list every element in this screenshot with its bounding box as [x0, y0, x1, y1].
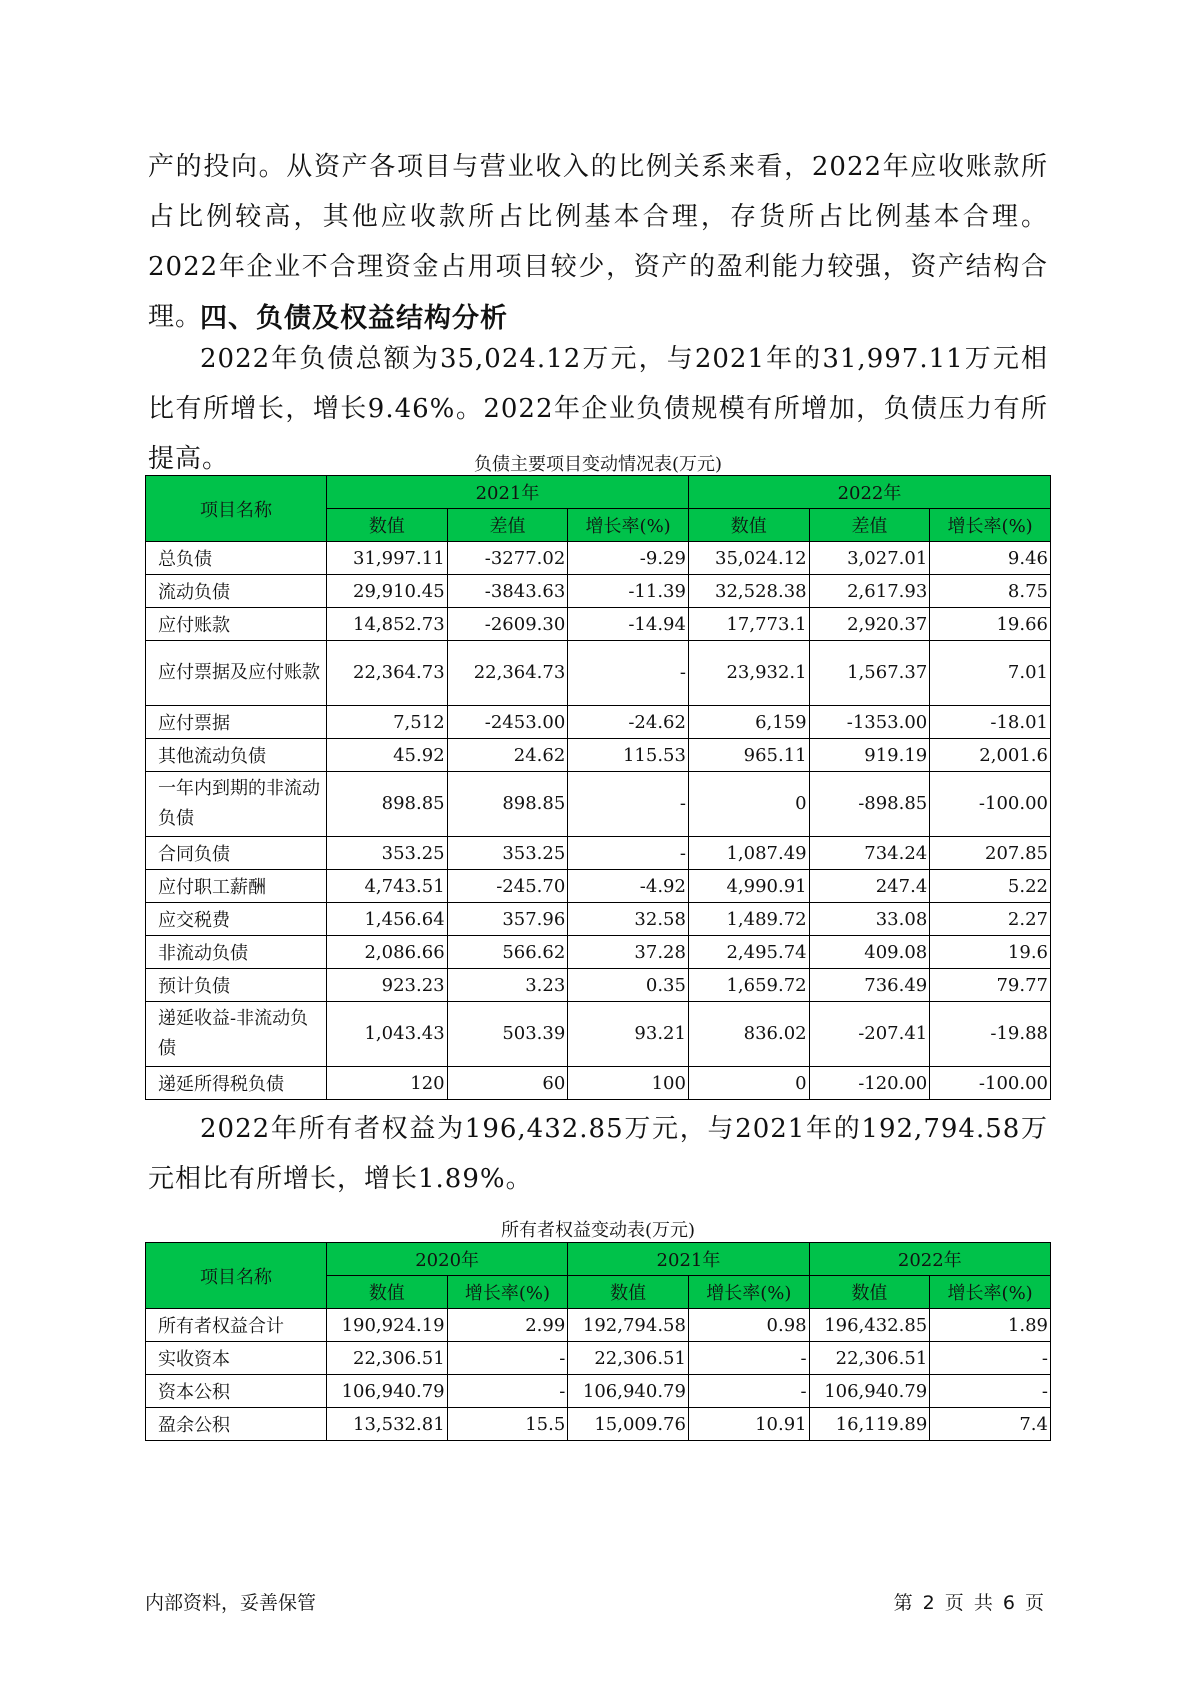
header-year-2022: 2022年	[688, 476, 1050, 509]
table-cell: 79.77	[930, 969, 1051, 1002]
table-cell: 106,940.79	[568, 1375, 689, 1408]
subheader: 数值	[568, 1276, 689, 1309]
row-label: 应付职工薪酬	[146, 870, 327, 903]
table-row	[146, 608, 1051, 641]
table-row	[146, 1002, 1051, 1067]
table-cell: 115.53	[568, 739, 689, 772]
row-label: 一年内到期的非流动负债	[146, 772, 327, 837]
table-cell: 24.62	[447, 739, 568, 772]
table-cell: 4,743.51	[326, 870, 447, 903]
table-cell: 409.08	[809, 936, 930, 969]
subheader: 增长率(%)	[568, 509, 689, 542]
header-item-name: 项目名称	[146, 1243, 327, 1309]
table-cell: -	[930, 1375, 1051, 1408]
table-cell: 7.4	[930, 1408, 1051, 1441]
header-year-2020: 2020年	[326, 1243, 567, 1276]
table-cell: -1353.00	[809, 706, 930, 739]
table-row	[146, 1309, 1051, 1342]
footer-page-number: 第 2 页 共 6 页	[893, 1592, 1046, 1614]
subheader: 数值	[326, 509, 447, 542]
table-cell: -3277.02	[447, 542, 568, 575]
table-cell: -2609.30	[447, 608, 568, 641]
table-cell: -	[568, 641, 689, 706]
table-cell: -	[688, 1342, 809, 1375]
table-cell: 33.08	[809, 903, 930, 936]
row-label: 资本公积	[146, 1375, 327, 1408]
table-cell: 106,940.79	[809, 1375, 930, 1408]
table-cell: 32,528.38	[688, 575, 809, 608]
paragraph-liability-summary: 2022年负债总额为35,024.12万元，与2021年的31,997.11万元相比有所增长，增长9.46%。2022年企业负债规模有所增加，负债压力有所提高。	[148, 344, 1048, 474]
subheader: 差值	[447, 509, 568, 542]
table-cell: 13,532.81	[326, 1408, 447, 1441]
table-cell: 7,512	[326, 706, 447, 739]
table-cell: 1,043.43	[326, 1002, 447, 1067]
row-label: 实收资本	[146, 1342, 327, 1375]
table-cell: -3843.63	[447, 575, 568, 608]
subheader: 增长率(%)	[930, 509, 1051, 542]
table-cell: 2.99	[447, 1309, 568, 1342]
table-cell: -	[688, 1375, 809, 1408]
table-cell: 357.96	[447, 903, 568, 936]
table-cell: 22,306.51	[326, 1342, 447, 1375]
equity-table-caption: 所有者权益变动表(万元)	[500, 1220, 696, 1241]
table-cell: 22,306.51	[809, 1342, 930, 1375]
table-cell: 898.85	[326, 772, 447, 837]
table-cell: 22,364.73	[326, 641, 447, 706]
table-cell: 3.23	[447, 969, 568, 1002]
table-row	[146, 575, 1051, 608]
subheader: 数值	[326, 1276, 447, 1309]
table-cell: 60	[447, 1067, 568, 1100]
table-row	[146, 969, 1051, 1002]
subheader: 差值	[809, 509, 930, 542]
table-cell: 37.28	[568, 936, 689, 969]
header-year-2022: 2022年	[809, 1243, 1050, 1276]
table-row	[146, 870, 1051, 903]
table-row	[146, 837, 1051, 870]
row-label: 应交税费	[146, 903, 327, 936]
table-cell: 19.66	[930, 608, 1051, 641]
table-cell: 2,495.74	[688, 936, 809, 969]
table-cell: 19.6	[930, 936, 1051, 969]
table-cell: -	[447, 1342, 568, 1375]
table-cell: 14,852.73	[326, 608, 447, 641]
table-cell: 2.27	[930, 903, 1051, 936]
table-cell: -11.39	[568, 575, 689, 608]
table-cell: -	[568, 772, 689, 837]
row-label: 应付票据及应付账款	[146, 641, 327, 706]
table-cell: -18.01	[930, 706, 1051, 739]
paragraph-equity-summary: 2022年所有者权益为196,432.85万元，与2021年的192,794.58万元相比有所增长，增长1.89%。	[148, 1114, 1048, 1194]
table-row	[146, 641, 1051, 706]
table-row	[146, 739, 1051, 772]
table-cell: 5.22	[930, 870, 1051, 903]
table-cell: -	[930, 1342, 1051, 1375]
table-cell: 106,940.79	[326, 1375, 447, 1408]
table-row	[146, 1408, 1051, 1441]
table-cell: -100.00	[930, 1067, 1051, 1100]
table-cell: 1,456.64	[326, 903, 447, 936]
table-row	[146, 903, 1051, 936]
table-cell: 919.19	[809, 739, 930, 772]
table-row	[146, 1375, 1051, 1408]
table-cell: 965.11	[688, 739, 809, 772]
table-cell: 1,659.72	[688, 969, 809, 1002]
table-cell: 4,990.91	[688, 870, 809, 903]
table-cell: 29,910.45	[326, 575, 447, 608]
table-cell: -19.88	[930, 1002, 1051, 1067]
table-row	[146, 706, 1051, 739]
table-cell: 15,009.76	[568, 1408, 689, 1441]
table-cell: 192,794.58	[568, 1309, 689, 1342]
table-cell: 6,159	[688, 706, 809, 739]
table-cell: 736.49	[809, 969, 930, 1002]
table-cell: -9.29	[568, 542, 689, 575]
subheader: 数值	[809, 1276, 930, 1309]
table-cell: 247.4	[809, 870, 930, 903]
table-cell: 836.02	[688, 1002, 809, 1067]
liability-table	[145, 475, 1051, 1100]
table-cell: 8.75	[930, 575, 1051, 608]
table-cell: 1,567.37	[809, 641, 930, 706]
table-cell: 7.01	[930, 641, 1051, 706]
table-cell: 0	[688, 1067, 809, 1100]
table-cell: -14.94	[568, 608, 689, 641]
table-cell: 2,086.66	[326, 936, 447, 969]
row-label: 合同负债	[146, 837, 327, 870]
row-label: 非流动负债	[146, 936, 327, 969]
table-cell: 207.85	[930, 837, 1051, 870]
table-cell: 734.24	[809, 837, 930, 870]
table-row	[146, 1342, 1051, 1375]
table-cell: 353.25	[326, 837, 447, 870]
table-cell: 196,432.85	[809, 1309, 930, 1342]
table-cell: 0.98	[688, 1309, 809, 1342]
table-cell: 16,119.89	[809, 1408, 930, 1441]
footer-confidential-note: 内部资料，妥善保管	[145, 1592, 317, 1614]
subheader: 增长率(%)	[930, 1276, 1051, 1309]
section-heading: 四、负债及权益结构分析	[200, 303, 508, 334]
table-cell: 120	[326, 1067, 447, 1100]
paragraph-asset-summary: 产的投向。从资产各项目与营业收入的比例关系来看，2022年应收账款所占比例较高，其他应收款所占比例基本合理，存货所占比例基本合理。2022年企业不合理资金占用项目较少，资产的盈利能力较强，资产结构合理。	[148, 152, 1048, 332]
row-label: 预计负债	[146, 969, 327, 1002]
table-cell: -100.00	[930, 772, 1051, 837]
table-row	[146, 1067, 1051, 1100]
table-cell: -898.85	[809, 772, 930, 837]
table-cell: 22,306.51	[568, 1342, 689, 1375]
table-row	[146, 542, 1051, 575]
table-cell: 15.5	[447, 1408, 568, 1441]
row-label: 流动负债	[146, 575, 327, 608]
table-cell: 923.23	[326, 969, 447, 1002]
table-cell: -24.62	[568, 706, 689, 739]
table-cell: 3,027.01	[809, 542, 930, 575]
table-cell: 32.58	[568, 903, 689, 936]
table-cell: 1,087.49	[688, 837, 809, 870]
table-cell: 1.89	[930, 1309, 1051, 1342]
header-year-2021: 2021年	[326, 476, 688, 509]
table-cell: 503.39	[447, 1002, 568, 1067]
row-label: 应付票据	[146, 706, 327, 739]
table-cell: 31,997.11	[326, 542, 447, 575]
table-cell: -207.41	[809, 1002, 930, 1067]
equity-table	[145, 1242, 1051, 1441]
table-cell: 0	[688, 772, 809, 837]
table-cell: -2453.00	[447, 706, 568, 739]
table-cell: -	[568, 837, 689, 870]
table-cell: 0.35	[568, 969, 689, 1002]
table-cell: -120.00	[809, 1067, 930, 1100]
table-cell: 35,024.12	[688, 542, 809, 575]
table-cell: 2,920.37	[809, 608, 930, 641]
header-year-2021: 2021年	[568, 1243, 809, 1276]
table-cell: -245.70	[447, 870, 568, 903]
row-label: 应付账款	[146, 608, 327, 641]
table-cell: 2,617.93	[809, 575, 930, 608]
liability-table-caption: 负债主要项目变动情况表(万元)	[473, 454, 723, 475]
subheader: 增长率(%)	[447, 1276, 568, 1309]
table-cell: 45.92	[326, 739, 447, 772]
row-label: 盈余公积	[146, 1408, 327, 1441]
table-cell: 898.85	[447, 772, 568, 837]
table-cell: 17,773.1	[688, 608, 809, 641]
subheader: 增长率(%)	[688, 1276, 809, 1309]
table-cell: 100	[568, 1067, 689, 1100]
row-label: 递延收益-非流动负债	[146, 1002, 327, 1067]
table-cell: 2,001.6	[930, 739, 1051, 772]
table-cell: 1,489.72	[688, 903, 809, 936]
table-cell: -	[447, 1375, 568, 1408]
table-cell: 353.25	[447, 837, 568, 870]
table-cell: -4.92	[568, 870, 689, 903]
table-cell: 190,924.19	[326, 1309, 447, 1342]
table-cell: 566.62	[447, 936, 568, 969]
table-row	[146, 936, 1051, 969]
table-cell: 93.21	[568, 1002, 689, 1067]
table-cell: 9.46	[930, 542, 1051, 575]
row-label: 总负债	[146, 542, 327, 575]
table-row	[146, 772, 1051, 837]
row-label: 所有者权益合计	[146, 1309, 327, 1342]
subheader: 数值	[688, 509, 809, 542]
row-label: 其他流动负债	[146, 739, 327, 772]
header-item-name: 项目名称	[146, 476, 327, 542]
row-label: 递延所得税负债	[146, 1067, 327, 1100]
table-cell: 23,932.1	[688, 641, 809, 706]
table-cell: 22,364.73	[447, 641, 568, 706]
table-cell: 10.91	[688, 1408, 809, 1441]
